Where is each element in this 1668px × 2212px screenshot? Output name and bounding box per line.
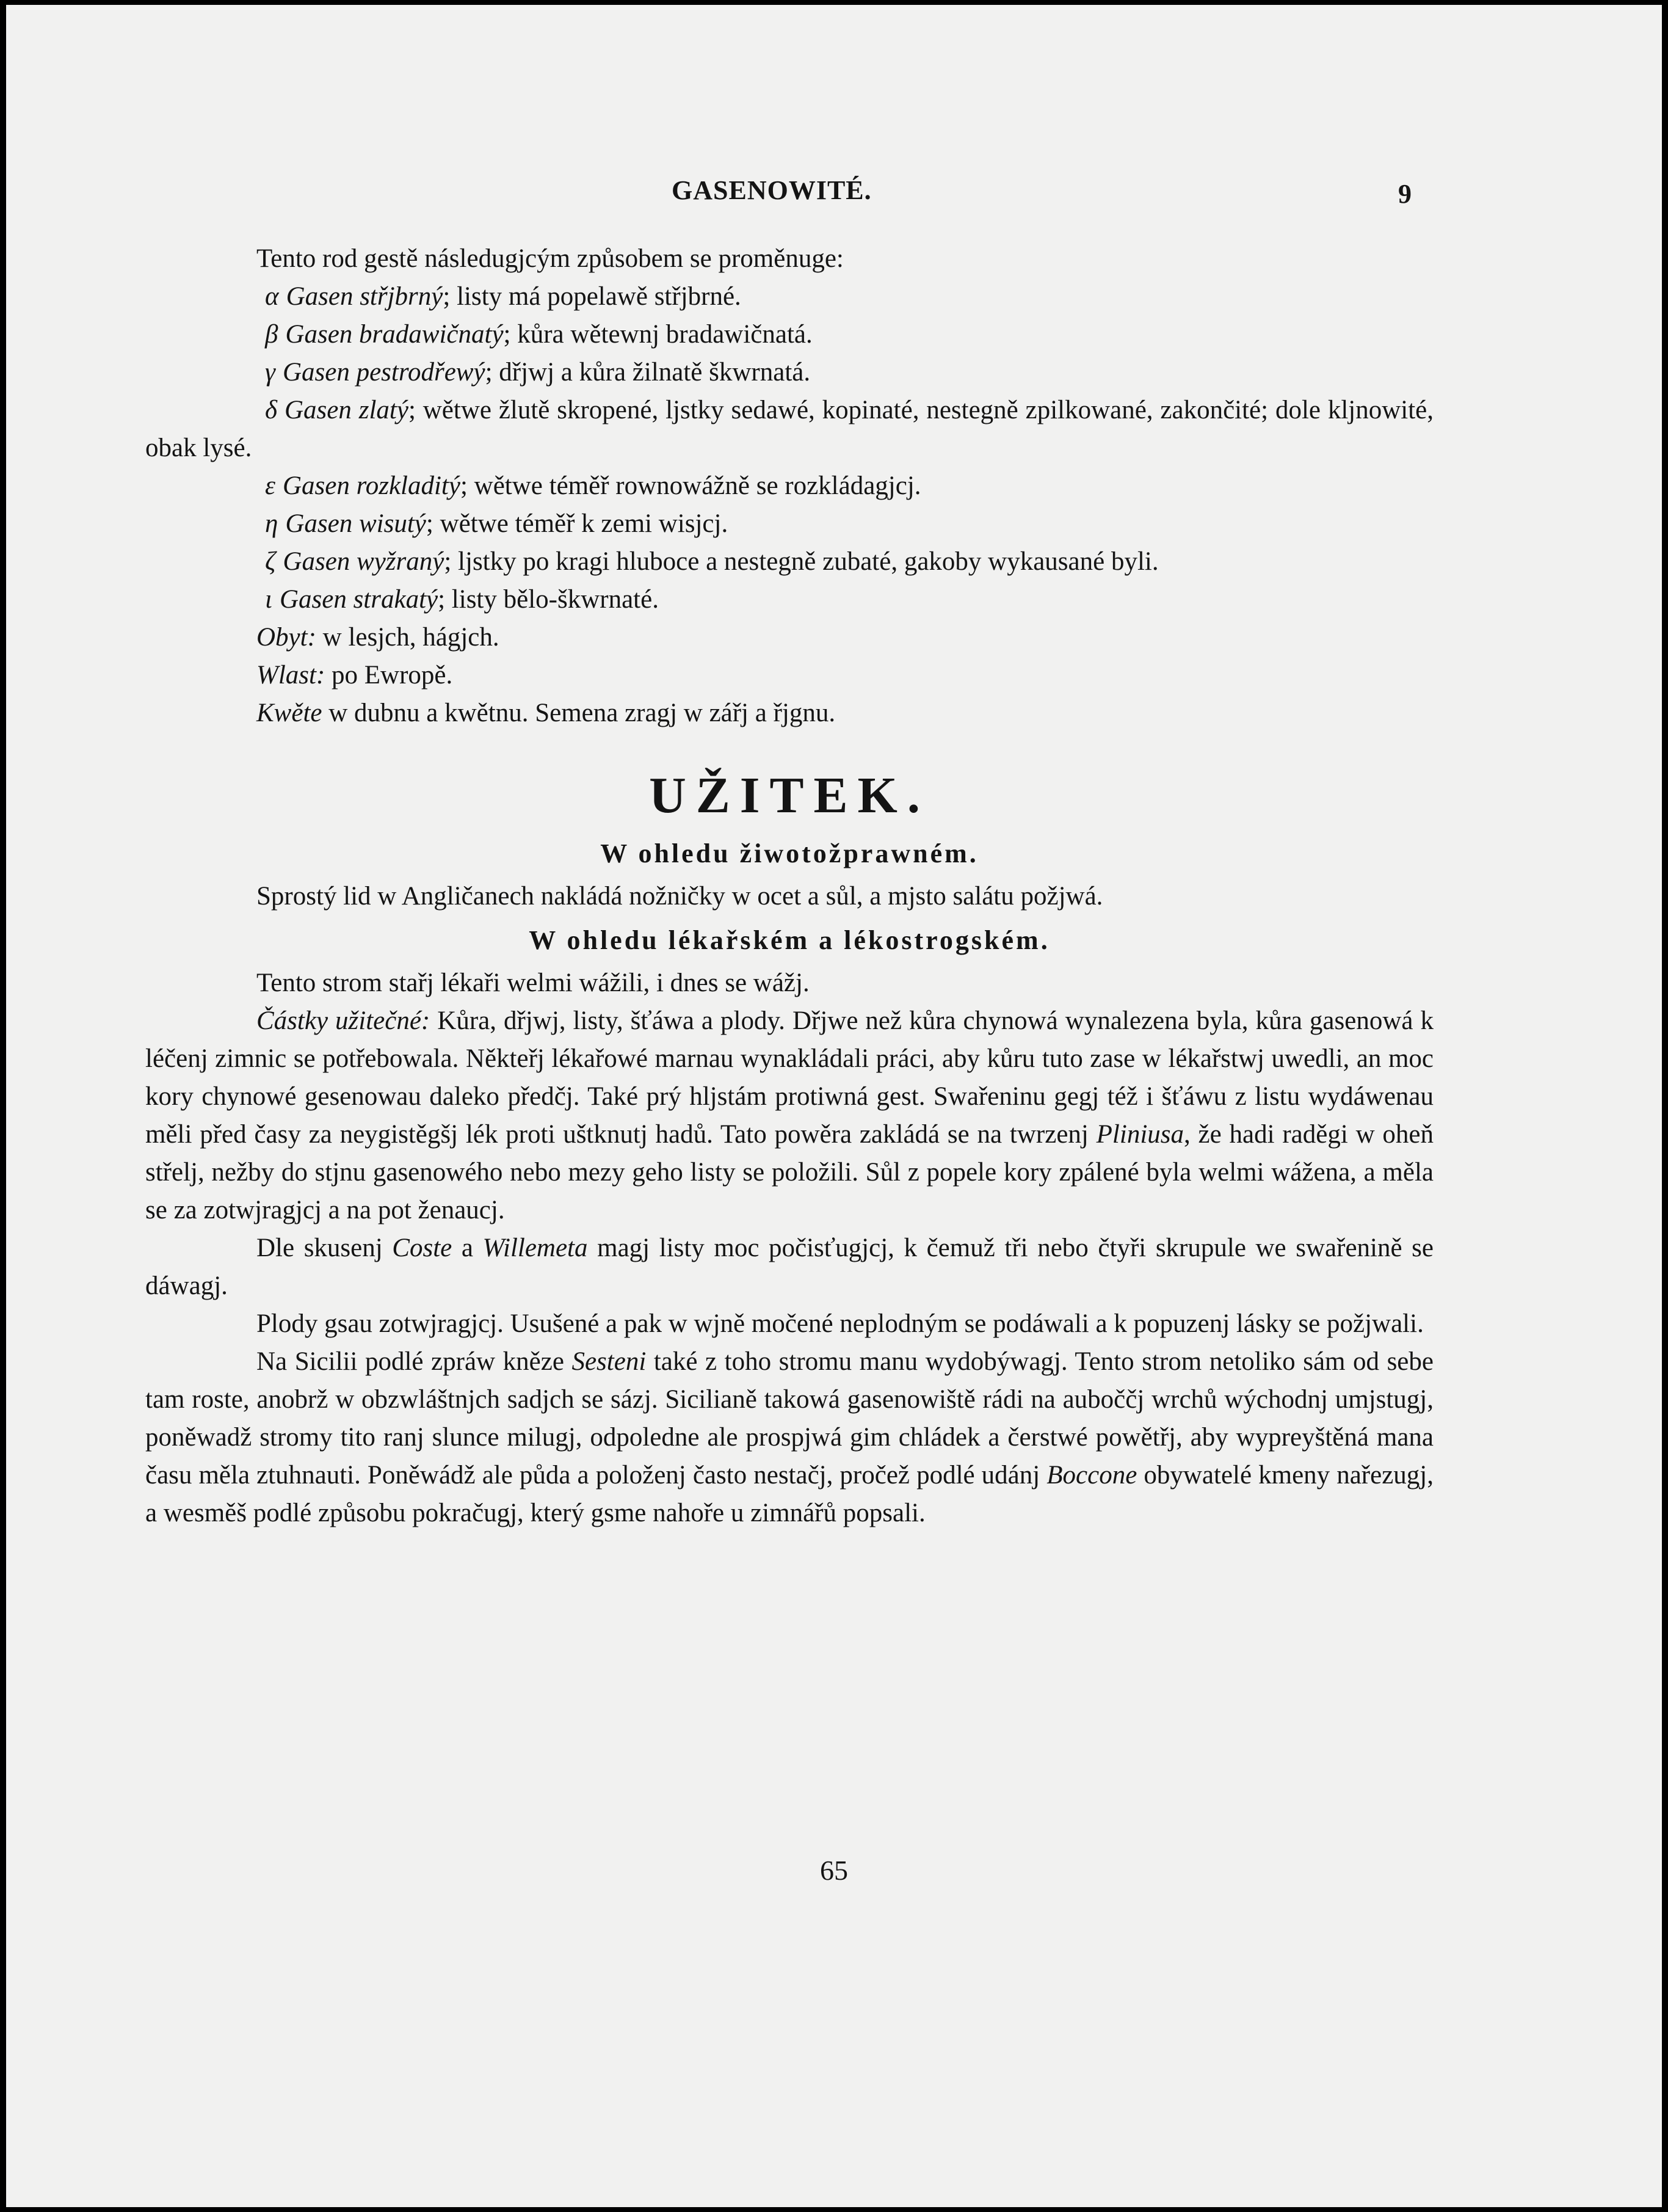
variety-name: Gasen wisutý [285, 509, 426, 538]
paragraph-useful-parts [145, 1002, 1434, 1229]
folio-number: 65 [820, 1855, 848, 1886]
variety-text: ; wětwe téměř k zemi wisjcj. [426, 509, 728, 538]
paragraph-medical-intro: Tento strom stařj lékaři welmi wážili, i dnes se wážj. [256, 969, 810, 997]
variety-delta [145, 391, 1434, 467]
variety-zeta [145, 543, 1434, 581]
paragraph-text: a [452, 1234, 483, 1262]
variety-name: Gasen střjbrný [286, 282, 443, 311]
section-title: UŽITEK. [649, 767, 930, 824]
fact-text: w lesjch, hágjch. [316, 623, 499, 652]
paragraph-text: magj listy moc počisťugjcj, k čemuž tři nebo čtyři skrupule we swařenině se dáwagj. [145, 1234, 1434, 1300]
paragraph-fruits: Plody gsau zotwjragjcj. Usušené a pak w wjně močené neplodným se podáwali a k popuzenj lásky se požjwali. [256, 1309, 1424, 1338]
fact-habitat [145, 619, 1434, 657]
subheading-economic: W ohledu žiwotožprawném. [600, 839, 979, 868]
fact-text: po Ewropě. [325, 661, 453, 689]
paragraph-food-use: Sprostý lid w Angličanech nakládá nožničky w ocet a sůl, a mjsto salátu požjwá. [256, 882, 1103, 911]
variety-mark: η [265, 509, 278, 538]
variety-epsilon [145, 467, 1434, 505]
variety-eta [145, 505, 1434, 543]
paragraph-text: , že hadi raděgi w oheň střelj, nežby do stjnu gasenowého nebo mezy geho listy se položili. Sůl z popele kory zpálené byla welmi wážena, a měla se za zotwjragjcj a na pot ženaucj. [145, 1120, 1434, 1224]
variety-alpha [145, 278, 1434, 316]
varieties-intro: Tento rod gestě následugjcým způsobem se proměnuge: [256, 244, 844, 273]
variety-text: ; kůra wětewnj bradawičnatá. [503, 320, 813, 349]
variety-mark: α [265, 282, 279, 311]
paragraph-text: obywatelé kmeny nařezugj, a wesměš podlé způsobu pokračugj, který gsme nahoře u zimnářů popsali. [145, 1461, 1434, 1527]
paragraph-text: také z toho stromu manu wydobýwagj. Tento strom netoliko sám od sebe tam roste, anobrž w obzwláštnjch sadjch se sázj. Sicilianě takowá gasenowiště rádi na auboččj wrchů wýchodnj umjstugj, poněwadž stromy tito ranj slunce milugj, odpoledne ale prospjwá gim chládek a čerstwé powětřj, aby wypreyštěná mana času měla ztuhnauti. Poněwádž ale půda a položenj často nestačj, pročež podlé udánj [145, 1347, 1434, 1490]
variety-mark: γ [265, 358, 275, 387]
fact-label: Kwěte [256, 699, 322, 727]
variety-mark: ζ [265, 547, 276, 576]
running-title: GASENOWITÉ. [672, 175, 872, 205]
fact-range [145, 657, 1434, 694]
variety-mark: ι [265, 585, 272, 614]
author-name: Willemeta [482, 1234, 588, 1262]
variety-name: Gasen rozkladitý [282, 471, 460, 500]
author-name: Boccone [1046, 1461, 1137, 1490]
variety-text: ; wětwe téměř rownowážně se rozkládagjcj. [460, 471, 921, 500]
author-name: Sesteni [571, 1347, 647, 1376]
paragraph-text: Na Sicilii podlé zpráw kněze [256, 1347, 572, 1376]
variety-name: Gasen bradawičnatý [285, 320, 504, 349]
fact-flowering [145, 694, 1434, 732]
paragraph-sicily [145, 1343, 1434, 1532]
variety-name: Gasen pestrodřewý [282, 358, 485, 387]
subheading-medical: W ohledu lékařském a lékostrogském. [529, 925, 1050, 955]
variety-gamma [145, 354, 1434, 391]
variety-text: ; listy má popelawě střjbrné. [443, 282, 741, 311]
variety-mark: ε [265, 471, 275, 500]
paragraph-text: Dle skusenj [256, 1234, 393, 1262]
variety-mark: δ [265, 396, 277, 424]
variety-iota [145, 581, 1434, 619]
scanned-page [6, 5, 1662, 2207]
page-header [6, 175, 1662, 217]
paragraph-leaves [145, 1229, 1434, 1305]
page-number: 9 [1398, 179, 1412, 209]
variety-text: ; ljstky po kragi hluboce a nestegně zubaté, gakoby wykausané byli. [444, 547, 1159, 576]
variety-text: ; wětwe žlutě skropené, ljstky sedawé, kopinaté, nestegně zpilkowané, zakončité; dole kljnowité, obak lysé. [145, 396, 1434, 462]
author-name: Coste [392, 1234, 452, 1262]
paragraph-text: Kůra, dřjwj, listy, šťáwa a plody. Dřjwe než kůra chynowá wynalezena byla, kůra gasenowá k léčenj zimnic se potřebowala. Někteřj lékařowé marnau wynakládali práci, aby kůru tuto zase w lékařstwj uwedli, an moc kory chynowé gesenowau daleko předčj. Také prý hljstám protiwná gest. Swařeninu gegj též i šťáwu z listu wydáwenau měli před časy za neygistěgšj lék proti uštknutj hadů. Tato powěra zakládá se na twrzenj [145, 1006, 1434, 1149]
variety-text: ; listy bělo-škwrnaté. [438, 585, 659, 614]
useful-parts-label: Částky užitečné: [256, 1006, 430, 1035]
variety-text: ; dřjwj a kůra žilnatě škwrnatá. [485, 358, 811, 387]
page-body [145, 240, 1434, 1532]
author-name: Pliniusa [1096, 1120, 1184, 1149]
variety-name: Gasen zlatý [285, 396, 408, 424]
variety-mark: β [265, 320, 278, 349]
fact-label: Obyt: [256, 623, 316, 652]
fact-text: w dubnu a kwětnu. Semena zragj w zářj a řjgnu. [322, 699, 836, 727]
variety-name: Gasen wyžraný [283, 547, 444, 576]
variety-beta [145, 316, 1434, 354]
fact-label: Wlast: [256, 661, 325, 689]
variety-name: Gasen strakatý [279, 585, 438, 614]
